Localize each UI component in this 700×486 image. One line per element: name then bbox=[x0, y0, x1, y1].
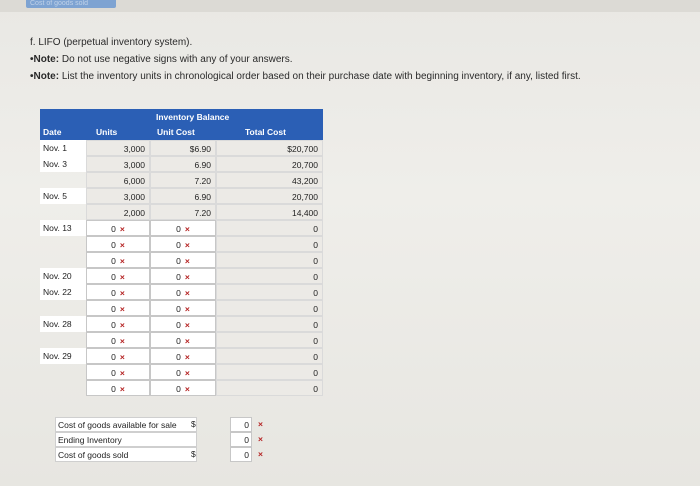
wrong-icon: × bbox=[258, 434, 263, 444]
wrong-icon: × bbox=[119, 240, 125, 250]
table-row bbox=[40, 220, 323, 236]
tab-label: Cost of goods sold bbox=[30, 0, 88, 7]
date-cell bbox=[40, 300, 86, 316]
total-cost-header: Total Cost bbox=[245, 127, 286, 137]
wrong-icon: × bbox=[119, 224, 125, 234]
units-input[interactable]: 0 × bbox=[86, 348, 150, 364]
units-input[interactable]: 0 × bbox=[86, 284, 150, 300]
unit-cost-input[interactable]: 0 × bbox=[150, 348, 216, 364]
date-cell bbox=[40, 236, 86, 252]
units-cell: 3,000 bbox=[86, 188, 150, 204]
unit-cost-cell: 7.20 bbox=[150, 172, 216, 188]
date-cell: Nov. 28 bbox=[40, 316, 86, 332]
unit-cost-cell: 6.90 bbox=[150, 156, 216, 172]
unit-cost-cell: 6.90 bbox=[150, 188, 216, 204]
cogs-sold-input[interactable]: 0 bbox=[230, 447, 252, 462]
units-input[interactable]: 0 × bbox=[86, 380, 150, 396]
units-cell: 6,000 bbox=[86, 172, 150, 188]
table-row bbox=[40, 316, 323, 332]
wrong-icon: × bbox=[258, 449, 263, 459]
total-cost-cell: 20,700 bbox=[216, 188, 323, 204]
units-cell: 3,000 bbox=[86, 140, 150, 156]
total-cost-cell: 0 bbox=[216, 348, 323, 364]
unit-cost-input[interactable]: 0 × bbox=[150, 252, 216, 268]
table-row bbox=[40, 140, 323, 156]
units-input[interactable]: 0 × bbox=[86, 236, 150, 252]
wrong-icon: × bbox=[184, 304, 190, 314]
date-cell: Nov. 5 bbox=[40, 188, 86, 204]
wrong-icon: × bbox=[119, 352, 125, 362]
part-f-title: f. LIFO (perpetual inventory system). bbox=[30, 37, 193, 48]
currency-symbol: $ bbox=[191, 449, 196, 459]
unit-cost-input[interactable]: 0 × bbox=[150, 316, 216, 332]
date-cell: Nov. 29 bbox=[40, 348, 86, 364]
wrong-icon: × bbox=[184, 384, 190, 394]
units-cell: 2,000 bbox=[86, 204, 150, 220]
units-input[interactable]: 0 × bbox=[86, 316, 150, 332]
table-row bbox=[40, 204, 323, 220]
unit-cost-input[interactable]: 0 × bbox=[150, 268, 216, 284]
date-cell: Nov. 22 bbox=[40, 284, 86, 300]
units-input[interactable]: 0 × bbox=[86, 252, 150, 268]
table-row bbox=[40, 188, 323, 204]
currency-symbol: $ bbox=[191, 419, 196, 429]
table-row bbox=[40, 380, 323, 396]
wrong-icon: × bbox=[119, 384, 125, 394]
table-row bbox=[40, 252, 323, 268]
summary-label: Cost of goods sold bbox=[55, 447, 197, 462]
date-cell: Nov. 13 bbox=[40, 220, 86, 236]
units-input[interactable]: 0 × bbox=[86, 220, 150, 236]
wrong-icon: × bbox=[184, 256, 190, 266]
table-row bbox=[40, 348, 323, 364]
wrong-icon: × bbox=[184, 288, 190, 298]
date-cell bbox=[40, 204, 86, 220]
table-row bbox=[40, 284, 323, 300]
table-row bbox=[40, 300, 323, 316]
unit-cost-input[interactable]: 0 × bbox=[150, 220, 216, 236]
date-cell bbox=[40, 332, 86, 348]
total-cost-cell: 0 bbox=[216, 300, 323, 316]
date-cell: Nov. 20 bbox=[40, 268, 86, 284]
units-input[interactable]: 0 × bbox=[86, 268, 150, 284]
date-cell bbox=[40, 380, 86, 396]
table-row bbox=[40, 364, 323, 380]
unit-cost-input[interactable]: 0 × bbox=[150, 364, 216, 380]
inventory-balance-heading: Inventory Balance bbox=[156, 112, 230, 122]
total-cost-cell: $20,700 bbox=[216, 140, 323, 156]
date-cell bbox=[40, 364, 86, 380]
wrong-icon: × bbox=[119, 288, 125, 298]
wrong-icon: × bbox=[184, 224, 190, 234]
wrong-icon: × bbox=[184, 320, 190, 330]
wrong-icon: × bbox=[258, 419, 263, 429]
wrong-icon: × bbox=[119, 368, 125, 378]
total-cost-cell: 0 bbox=[216, 332, 323, 348]
units-cell: 3,000 bbox=[86, 156, 150, 172]
unit-cost-cell: $6.90 bbox=[150, 140, 216, 156]
unit-cost-input[interactable]: 0 × bbox=[150, 380, 216, 396]
total-cost-cell: 0 bbox=[216, 284, 323, 300]
date-cell: Nov. 1 bbox=[40, 140, 86, 156]
date-header: Date bbox=[43, 127, 62, 137]
wrong-icon: × bbox=[184, 352, 190, 362]
total-cost-cell: 0 bbox=[216, 252, 323, 268]
total-cost-cell: 0 bbox=[216, 236, 323, 252]
wrong-icon: × bbox=[184, 336, 190, 346]
total-cost-cell: 0 bbox=[216, 380, 323, 396]
wrong-icon: × bbox=[184, 240, 190, 250]
unit-cost-input[interactable]: 0 × bbox=[150, 332, 216, 348]
table-row bbox=[40, 156, 323, 172]
cogs-available-input[interactable]: 0 bbox=[230, 417, 252, 432]
table-header bbox=[40, 109, 323, 140]
units-header: Units bbox=[96, 127, 118, 137]
unit-cost-input[interactable]: 0 × bbox=[150, 236, 216, 252]
total-cost-cell: 20,700 bbox=[216, 156, 323, 172]
unit-cost-input[interactable]: 0 × bbox=[150, 284, 216, 300]
wrong-icon: × bbox=[119, 320, 125, 330]
table-row bbox=[40, 172, 323, 188]
total-cost-cell: 43,200 bbox=[216, 172, 323, 188]
units-input[interactable]: 0 × bbox=[86, 332, 150, 348]
unit-cost-header: Unit Cost bbox=[157, 127, 195, 137]
top-strip bbox=[0, 0, 700, 12]
wrong-icon: × bbox=[184, 368, 190, 378]
total-cost-cell: 0 bbox=[216, 316, 323, 332]
units-input[interactable]: 0 × bbox=[86, 300, 150, 316]
date-cell: Nov. 3 bbox=[40, 156, 86, 172]
ending-inventory-input[interactable]: 0 bbox=[230, 432, 252, 447]
table-row bbox=[40, 332, 323, 348]
total-cost-cell: 14,400 bbox=[216, 204, 323, 220]
table-row bbox=[40, 236, 323, 252]
table-row bbox=[40, 268, 323, 284]
summary-label: Ending Inventory bbox=[55, 432, 197, 447]
units-input[interactable]: 0 × bbox=[86, 364, 150, 380]
wrong-icon: × bbox=[119, 256, 125, 266]
note-negative-signs: •Note: Do not use negative signs with any of your answers. bbox=[30, 54, 293, 65]
unit-cost-input[interactable]: 0 × bbox=[150, 300, 216, 316]
wrong-icon: × bbox=[119, 336, 125, 346]
total-cost-cell: 0 bbox=[216, 268, 323, 284]
wrong-icon: × bbox=[184, 272, 190, 282]
unit-cost-cell: 7.20 bbox=[150, 204, 216, 220]
date-cell bbox=[40, 172, 86, 188]
wrong-icon: × bbox=[119, 272, 125, 282]
cost-of-goods-tab[interactable] bbox=[26, 0, 116, 8]
note-chronological: •Note: List the inventory units in chronological order based on their purchase date with beginning inventory, if any, listed first. bbox=[30, 71, 581, 82]
total-cost-cell: 0 bbox=[216, 364, 323, 380]
total-cost-cell: 0 bbox=[216, 220, 323, 236]
wrong-icon: × bbox=[119, 304, 125, 314]
summary-label: Cost of goods available for sale bbox=[55, 417, 197, 432]
date-cell bbox=[40, 252, 86, 268]
